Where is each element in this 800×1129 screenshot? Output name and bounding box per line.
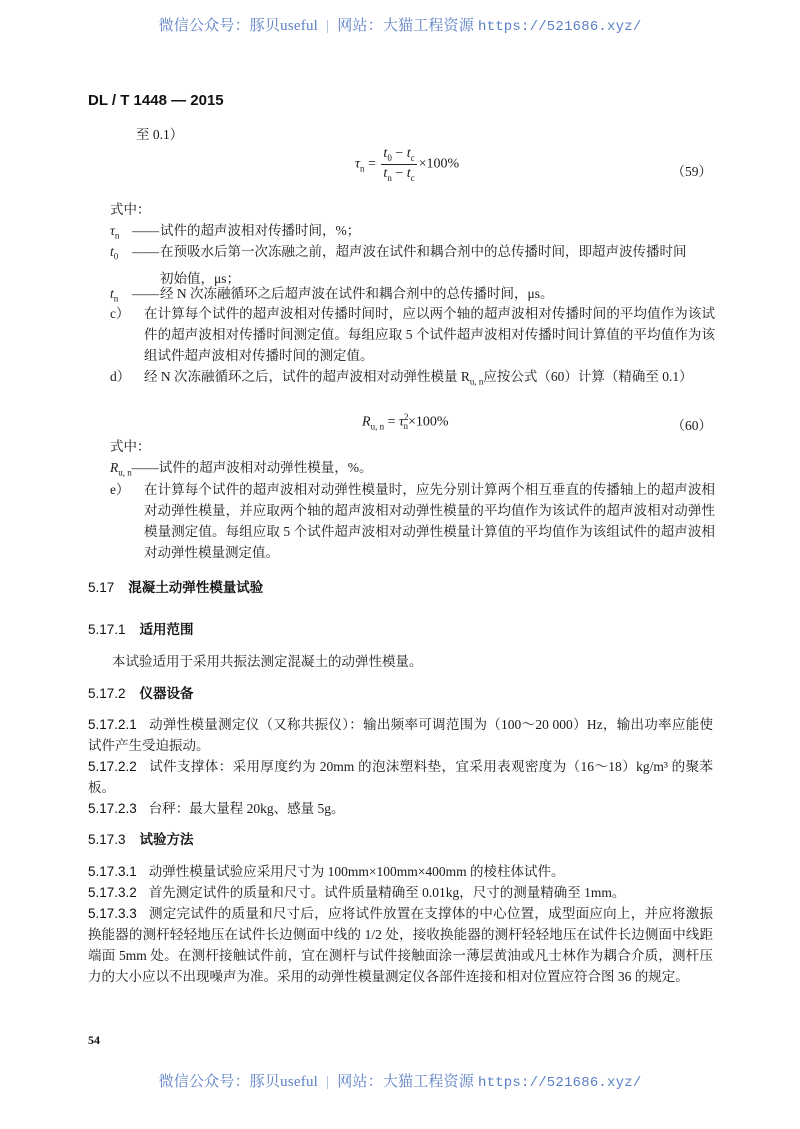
where-label: 式中： <box>110 202 151 217</box>
def-symbol: R <box>110 460 119 475</box>
section-number: 5.17.3 <box>88 832 126 847</box>
equation-number-59: （59） <box>671 164 712 179</box>
watermark-separator: | <box>326 1074 330 1090</box>
def-symbol: t <box>110 286 114 301</box>
formula-60-factor: ×100% <box>407 414 449 430</box>
section-number: 5.17.2 <box>88 686 126 701</box>
fraction-denominator: $t_n - t_c$ <box>383 165 415 183</box>
page-number: 54 <box>88 1033 100 1047</box>
section-heading-5-17-3 <box>88 828 194 848</box>
num-b: t <box>406 146 411 161</box>
equals-sign: = <box>368 156 376 172</box>
formula-60-lhs: R <box>362 414 371 430</box>
clause-number: 5.17.3.2 <box>88 885 137 900</box>
list-label: e） <box>110 482 130 497</box>
list-body: 在计算每个试件的超声波相对动弹性模量时，应先分别计算两个相互垂直的传播轴上的超声波相对动弹性模量，并应取两个轴的超声波相对动弹性模量的平均值作为该试件的超声波相对动弹性模量测定值。每组应取 5 个试件超声波相对动弹性模量计算值的平均值作为该组试件的超声波相对动弹性模量测定值。 <box>144 482 715 560</box>
clause-text: 动弹性模量测定仪（又称共振仪）：输出频率可调范围为（100～20 000）Hz，输出功率应能使试件产生受迫振动。 <box>88 717 713 753</box>
def-text: 试件的超声波相对传播时间，%； <box>160 223 361 238</box>
watermark-wechat: 微信公众号：豚贝useful <box>158 1074 319 1090</box>
clause-5-17-2-2 <box>88 756 713 798</box>
watermark-separator: | <box>326 18 330 34</box>
num-a: t <box>383 146 388 161</box>
clause-number: 5.17.3.3 <box>88 906 137 921</box>
list-item-d <box>110 366 715 393</box>
section-number: 5.17.1 <box>88 622 126 637</box>
list-item-c <box>110 303 715 366</box>
def-text: 试件的超声波相对动弹性模量，%。 <box>158 460 373 475</box>
section-title: 试验方法 <box>139 832 194 847</box>
watermark-site: 网站：大猫工程资源 <box>337 18 475 34</box>
formula-60-rhs-sub: n <box>403 421 408 432</box>
formula-59-lhs-sub: n <box>360 163 365 174</box>
def-symbol-sub: 0 <box>113 251 119 262</box>
section-title: 适用范围 <box>139 622 194 637</box>
fraction-numerator: $t_0 - t_c$ <box>383 146 415 163</box>
section-title: 仪器设备 <box>139 686 194 701</box>
equals-sign: = <box>387 414 396 430</box>
symbol-sub: u, n <box>469 376 484 387</box>
section-heading-5-17-2 <box>88 682 194 702</box>
clause-text: 测定完试件的质量和尺寸后，应将试件放置在支撑体的中心位置，成型面应向上，并应将激振换能器的测杆轻轻地压在试件长边侧面中线的 1/2 处，接收换能器的测杆轻轻地压在试件长边侧面中线距端面 5mm 处。在测杆接触试件前，宜在测杆与试件接触面涂一薄层黄油或凡士林作为耦合介质，测杆压力的大小应以不出现噪声为准。采用的动弹性模量测定仪各部件连接和相对位置应符合图 36 的规定。 <box>88 906 713 984</box>
list-body: 在计算每个试件的超声波相对传播时间时，应以两个轴的超声波相对传播时间的平均值作为该试件的超声波相对传播时间测定值。每组应取 5 个试件超声波相对传播时间计算值的平均值作为该组试件超声波相对传播时间的测定值。 <box>144 306 715 363</box>
clause-number: 5.17.2.1 <box>88 717 137 732</box>
clause-text: 首先测定试件的质量和尺寸。试件质量精确至 0.01kg，尺寸的测量精确至 1mm。 <box>148 885 626 900</box>
watermark-wechat: 微信公众号：豚贝useful <box>158 18 319 34</box>
den-a-sub: n <box>387 172 392 183</box>
formula-59-lhs: τ <box>355 156 361 172</box>
def-symbol: τ <box>110 223 115 238</box>
watermark-footer <box>0 1070 800 1091</box>
num-b-sub: c <box>410 152 415 163</box>
list-label: c） <box>110 306 130 321</box>
section-heading-5-17-1 <box>88 618 194 638</box>
clause-text: 台秤：最大量程 20kg、感量 5g。 <box>148 801 345 816</box>
formula-60 <box>362 412 449 431</box>
clause-text: 动弹性模量试验应采用尺寸为 100mm×100mm×400mm 的棱柱体试件。 <box>148 864 565 879</box>
den-a: t <box>383 165 388 181</box>
formula-60-rhs: τ <box>398 414 404 430</box>
def-text: 经 N 次冻融循环之后超声波在试件和耦合剂中的总传播时间，μs。 <box>160 286 554 301</box>
continuation-text: 至 0.1） <box>136 127 184 142</box>
equation-number-60: （60） <box>671 418 712 433</box>
list-body-text: 经 N 次冻融循环之后，试件的超声波相对动弹性模量 R <box>144 369 470 384</box>
where-label: 式中： <box>110 439 151 454</box>
section-title: 混凝土动弹性模量试验 <box>128 580 264 595</box>
formula-59-fraction <box>381 146 416 183</box>
list-body-text-after: 应按公式（60）计算（精确至 0.1） <box>483 369 693 384</box>
clause-5-17-3-1 <box>88 861 713 882</box>
clause-number: 5.17.3.1 <box>88 864 137 879</box>
clause-5-17-3-2 <box>88 882 713 903</box>
def-symbol-sub: u, n <box>118 467 132 478</box>
section-heading-5-17 <box>88 576 263 596</box>
formula-60-lhs-sub: u, n <box>370 421 385 432</box>
def-dash: —— <box>131 460 159 475</box>
den-b: t <box>406 165 411 181</box>
definition-t0 <box>110 241 710 289</box>
section-5-17-1-body: 本试验适用于采用共振法测定混凝土的动弹性模量。 <box>112 654 423 669</box>
def-dash: —— <box>132 223 159 238</box>
clause-number: 5.17.2.3 <box>88 801 137 816</box>
def-text: 在预吸水后第一次冻融之前，超声波在试件和耦合剂中的总传播时间，即超声波传播时间 <box>160 244 687 259</box>
watermark-site: 网站：大猫工程资源 <box>337 1074 475 1090</box>
def-dash: —— <box>132 286 159 301</box>
list-label: d） <box>110 369 131 384</box>
def-text-continued: 初始值，μs； <box>160 270 240 286</box>
clause-5-17-2-3 <box>88 798 713 819</box>
watermark-header <box>0 14 800 35</box>
list-item-e <box>110 479 715 563</box>
def-dash: —— <box>132 244 159 259</box>
watermark-url[interactable]: https://521686.xyz/ <box>478 19 642 35</box>
watermark-url[interactable]: https://521686.xyz/ <box>478 1075 642 1091</box>
den-b-sub: c <box>410 172 415 183</box>
standard-id: DL / T 1448 — 2015 <box>88 92 224 109</box>
formula-59-factor: ×100% <box>418 156 460 172</box>
clause-5-17-3-3 <box>88 903 713 987</box>
def-symbol-sub: n <box>113 293 119 304</box>
clause-5-17-2-1 <box>88 714 713 756</box>
list-body <box>110 366 715 393</box>
def-symbol: t <box>110 244 114 259</box>
clause-text: 试件支撑体：采用厚度约为 20mm 的泡沫塑料垫，宜采用表观密度为（16～18）kg/m³ 的聚苯板。 <box>88 759 713 795</box>
section-number: 5.17 <box>88 580 115 595</box>
clause-number: 5.17.2.2 <box>88 759 137 774</box>
formula-60-rhs-sup: 2 <box>403 412 409 422</box>
def-symbol-sub: n <box>114 230 120 241</box>
formula-59 <box>355 146 459 183</box>
num-a-sub: 0 <box>387 152 392 163</box>
